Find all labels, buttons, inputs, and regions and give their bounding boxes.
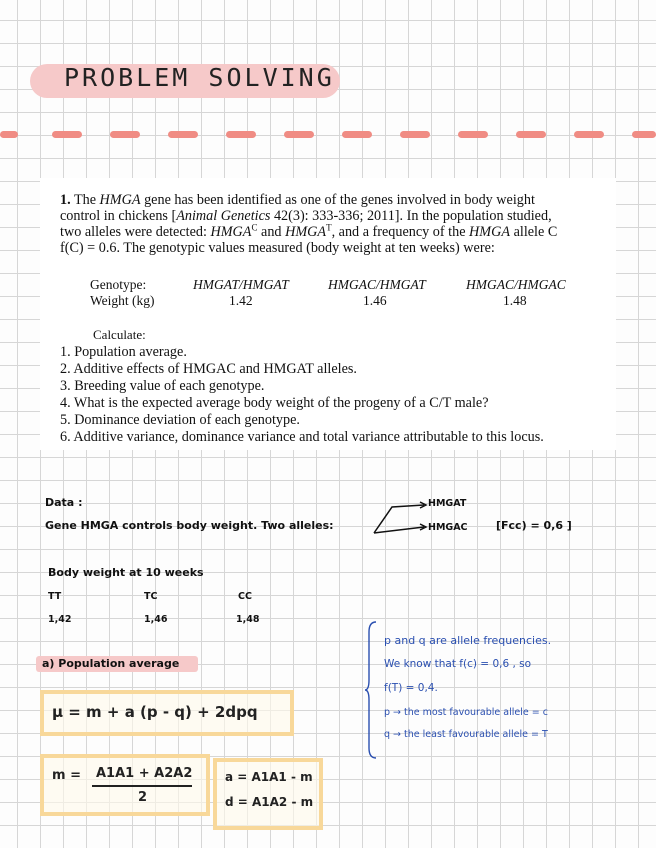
- frequency-note: [Fcc) = 0,6 ]: [496, 519, 572, 532]
- side-note-2: We know that f(c) = 0,6 , so: [384, 658, 532, 670]
- d-equation: d = A1A2 - m: [225, 795, 314, 809]
- genotype-label: Genotype:: [90, 277, 147, 292]
- fraction-bar: [92, 785, 192, 787]
- weight-cc: 1.48: [503, 293, 527, 308]
- side-note-1: p and q are allele frequencies.: [384, 634, 552, 647]
- side-note-4: p → the most favourable allele = c: [384, 707, 548, 718]
- data-label: Data :: [45, 496, 83, 509]
- header-cc: CC: [238, 591, 252, 602]
- body-weight-label: Body weight at 10 weeks: [48, 566, 204, 579]
- value-cc: 1,48: [236, 614, 260, 625]
- task-3: 3. Breeding value of each genotype.: [60, 378, 265, 394]
- header-tt: TT: [48, 591, 62, 602]
- a-d-equation-box: [213, 758, 323, 830]
- problem-line-2: control in chickens [Animal Genetics 42(3): 333-336; 2011]. In the population studied,: [60, 208, 552, 224]
- page-title: PROBLEM SOLVING: [64, 63, 335, 92]
- calculate-label: Calculate:: [93, 327, 146, 342]
- side-brace: [364, 620, 378, 760]
- a-equation: a = A1A1 - m: [225, 770, 313, 784]
- genotype-cc: HMGAC/HMGAC: [466, 277, 566, 292]
- problem-line-3: two alleles were detected: $HMGA^C$ and $HMGA^T$, and a frequency of the HMGA allele C: [60, 222, 558, 240]
- allele-top: HMGAT: [428, 498, 467, 509]
- weight-label: Weight (kg): [90, 293, 155, 308]
- value-tt: 1,42: [48, 614, 72, 625]
- side-note-5: q → the least favourable allele = T: [384, 729, 548, 740]
- task-1: 1. Population average.: [60, 344, 187, 360]
- task-6: 6. Additive variance, dominance variance and total variance attributable to this locus.: [60, 429, 544, 445]
- weight-tt: 1.42: [229, 293, 253, 308]
- task-2: 2. Additive effects of HMGAC and HMGAT alleles.: [60, 361, 357, 377]
- m-equation-numerator: A1A1 + A2A2: [96, 766, 193, 781]
- task-4: 4. What is the expected average body weight of the progeny of a C/T male?: [60, 395, 489, 411]
- allele-bottom: HMGAC: [428, 522, 468, 533]
- problem-line-4: f(C) = 0.6. The genotypic values measured (body weight at ten weeks) were:: [60, 240, 495, 256]
- value-tc: 1,46: [144, 614, 168, 625]
- weight-ct: 1.46: [363, 293, 387, 308]
- pop-avg-label: a) Population average: [42, 657, 180, 670]
- m-equation-denominator: 2: [138, 790, 148, 805]
- genotype-ct: HMGAC/HMGAT: [328, 277, 426, 292]
- header-tc: TC: [144, 591, 158, 602]
- genotype-tt: HMGAT/HMGAT: [193, 277, 289, 292]
- side-note-3: f(T) = 0,4.: [384, 682, 438, 694]
- mu-equation: μ = m + a (p - q) + 2dpq: [52, 703, 258, 721]
- gene-line: Gene HMGA controls body weight. Two alleles:: [45, 519, 334, 532]
- allele-arrows: [370, 497, 430, 537]
- problem-line-1: 1. The HMGA gene has been identified as one of the genes involved in body weight: [60, 192, 535, 208]
- m-equation-left: m =: [52, 768, 81, 783]
- task-5: 5. Dominance deviation of each genotype.: [60, 412, 300, 428]
